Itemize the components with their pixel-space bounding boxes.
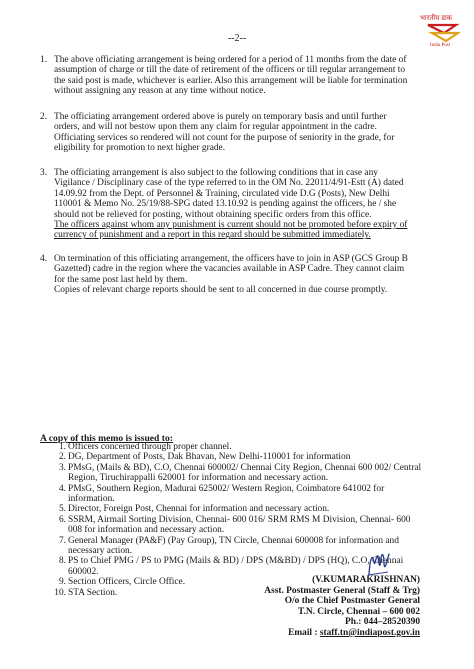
paragraph-line: 14.09.92 from the Dept. of Personnel & Training, circulated vide D.G (Posts), New Delhi [54,188,390,199]
email-label: Email : [288,627,320,638]
list-item [40,504,460,514]
india-post-logo-icon [426,21,460,43]
list-item-text: DG, Department of Posts, Dak Bhavan, New Delhi-110001 for information [68,452,351,463]
logo-english-text: India Post [430,43,451,48]
list-item-text: 600002. [68,566,99,577]
list-item-text: Section Officers, Circle Office. [68,577,186,588]
list-item [40,536,460,557]
paragraph-line: without assigning any reason at any time without notice. [54,86,266,97]
paragraph-line: should not be relieved for posting, without obtaining specific orders from this office. [54,209,372,220]
signatory-phone: Ph.: 044–28520390 [345,617,420,628]
list-item [40,484,460,505]
list-item [40,515,460,536]
paragraph-line: Gazetted) cadre in the region where the vacancies available in ASP Cadre. They cannot claim [54,264,405,275]
list-item-number: 1. [58,442,66,452]
list-item-text: PMsG, Southern Region, Madurai 625002/ Western Region, Coimbatore 641002 for [68,483,385,494]
paragraph-line: Copies of relevant charge reports should be sent to all concerned in due course promptly. [54,285,388,296]
list-item-text: PMsG, (Mails & BD), C.O, Chennai 600002/ Chennai City Region, Chennai 600 002/ Central [68,462,422,473]
paragraph-number: 3. [40,168,48,178]
handwritten-signature [366,548,392,578]
paragraph-line: The officiating arrangement is also subject to the following conditions that in case any [54,168,378,178]
paragraph-line: orders, and will not bestow upon them any claim for regular appointment in the cadre. [54,122,377,133]
paragraph-line: assumption of charge or till the date of retirement of the officers or till regular arrangement to [54,65,406,76]
paragraph-line: The officiating arrangement ordered above is purely on temporary basis and until further [54,112,387,122]
paragraph-line: for the same post last held by them. [54,274,188,285]
signatory-email-row [250,628,420,639]
list-item-number: 10. [54,587,66,598]
underlined-line: The officers against whom any punishment is current should not be promoted before expiry of [54,220,408,231]
underlined-line: currency of punishment and a report in this regard should be submitted immediately. [54,230,371,241]
list-item-text: SSRM, Airmail Sorting Division, Chennai- 600 016/ SRM RMS M Division, Chennai- 600 [68,514,411,525]
paragraph-line: On termination of this officiating arrangement, the officers have to join in ASP (GCS Group B [54,254,408,264]
paragraph-line: eligibility for promotion to next higher grade. [54,143,226,154]
paragraph-line: 110001 & Memo No. 25/19/88-SPG dated 13.10.92 is pending against the officers, he / she [54,199,397,210]
list-item-text: 008 for information and necessary action. [68,525,225,536]
paragraph-line: Vigilance / Disciplinary case of the type referred to in the OM No. 22011/4/91-Estt (A) dated [54,178,404,189]
paragraph-number: 4. [40,254,48,264]
list-item [40,463,460,484]
signatory-circle: T.N. Circle, Chennai – 600 002 [297,606,420,617]
email-link[interactable]: staff.tn@indiapost.gov.in [319,627,420,638]
paragraph-line: The above officiating arrangement is being ordered for a period of 11 months from the date of [54,55,407,65]
signatory-designation: Asst. Postmaster General (Staff & Trg) [264,585,420,596]
list-item-text: General Manager (PA&F) (Pay Group), TN Circle, Chennai 600008 for information and [68,535,399,546]
signature-block [250,575,420,639]
paragraph-line: Officiating services so rendered will not count for the purpose of seniority in the grade, for [54,132,395,143]
list-item [40,452,460,462]
list-item-number: 6. [58,514,66,525]
list-item-number: 3. [58,462,66,473]
list-item-text: Region, Tiruchirappalli 620001 for information and necessary action. [68,473,329,484]
logo-hindi-text: भारतीय डाक [420,14,453,22]
signatory-name: (V.KUMARAKRISHNAN) [312,575,420,585]
india-post-logo [418,14,468,50]
list-item-text: PS to Chief PMG / PS to PMG (Mails & BD) / DPS (M&BD) / DPS (HQ), C.O, Chennai [68,556,404,567]
copy-heading: A copy of this memo is issued to: [40,433,173,444]
list-item-number: 9. [58,577,66,588]
list-item [40,442,460,452]
list-item-number: 7. [58,535,66,546]
list-item-text: information. [68,494,115,505]
paragraph-number: 2. [40,112,48,122]
list-item-number: 4. [58,483,66,494]
paragraph-line: the said post is made, whichever is earlier. Also this arrangement will be liable for termination [54,75,408,86]
list-item-number: 5. [58,504,66,515]
list-item-text: STA Section. [68,587,118,598]
signatory-office: O/o the Chief Postmaster General [284,596,420,607]
list-item-text: Director, Foreign Post, Chennai for information and necessary action. [68,504,330,515]
list-item-text: necessary action. [68,546,133,557]
paragraph-number: 1. [40,55,48,65]
page-number: --2-- [227,33,247,44]
list-item-text: Officers concerned through proper channel. [68,442,232,452]
list-item-number: 8. [58,556,66,567]
list-item-number: 2. [58,452,66,463]
